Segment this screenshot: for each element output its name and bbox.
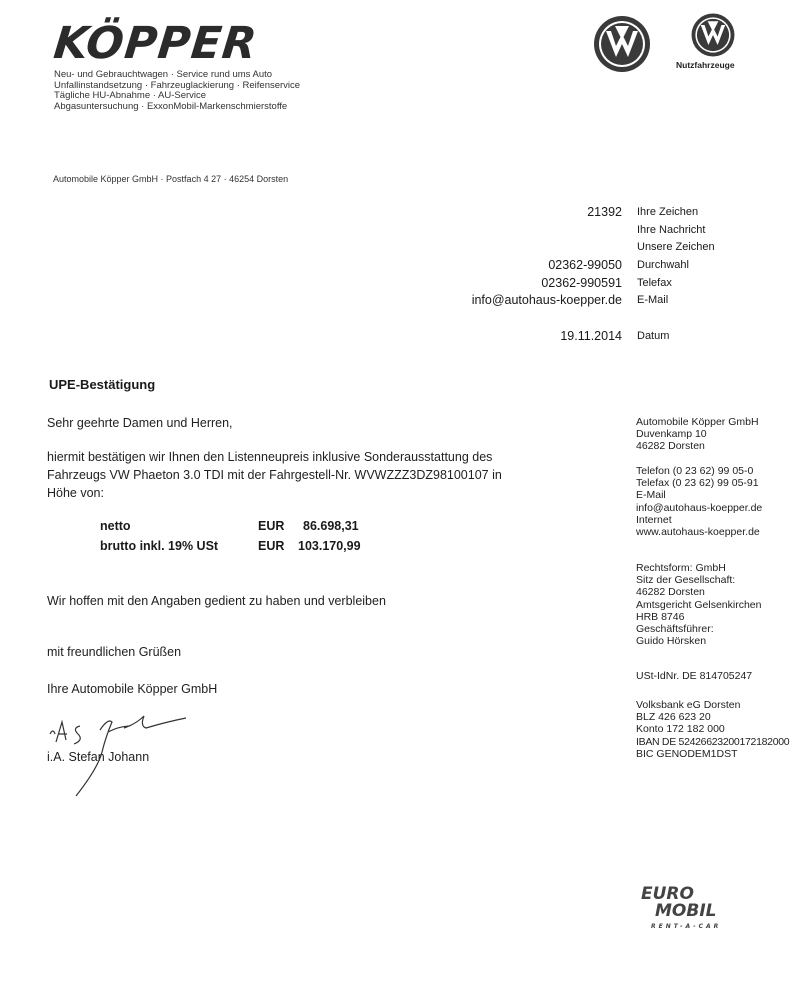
services-list — [54, 70, 300, 112]
reference-number: 21392 — [587, 205, 622, 219]
sidebar-line: E-Mail — [636, 489, 666, 502]
ref-label: Telefax — [637, 277, 672, 289]
ref-label: Datum — [637, 330, 670, 342]
amount-brutto-value: 103.170,99 — [298, 539, 361, 553]
ref-label: Unsere Zeichen — [637, 241, 715, 253]
ref-row-unsere-zeichen — [440, 240, 808, 257]
ref-label: E-Mail — [637, 294, 669, 306]
sidebar-line: 46282 Dorsten — [636, 586, 705, 599]
sidebar-line: Telefax (0 23 62) 99 05-91 — [636, 477, 759, 490]
service-line: Tägliche HU-Abnahme · AU-Service — [54, 90, 207, 101]
euromobil-logo — [641, 886, 721, 930]
sidebar-line: Automobile Köpper GmbH — [636, 416, 759, 428]
euromobil-line1: EURO — [641, 884, 694, 904]
body-line: Fahrzeugs VW Phaeton 3.0 TDI mit der Fahrgestell-Nr. WVWZZZ3DZ98100107 in — [47, 468, 502, 482]
sidebar-line: 46282 Dorsten — [636, 440, 705, 453]
sidebar-line: Guido Hörsken — [636, 635, 707, 648]
amount-netto-value: 86.698,31 — [303, 519, 359, 533]
vw-commercial-logo-icon — [690, 12, 736, 58]
amount-netto-label: netto — [100, 519, 131, 533]
vw-logo-icon — [592, 14, 652, 74]
body-line: Höhe von: — [47, 486, 104, 500]
sidebar-line: Geschäftsführer: — [636, 623, 714, 636]
service-line: Neu- und Gebrauchtwagen · Service rund ums Auto — [54, 69, 273, 80]
telefax-value: 02362-990591 — [541, 276, 622, 290]
sidebar-contact — [636, 465, 762, 538]
letter-subject: UPE-Bestätigung — [49, 377, 156, 392]
sidebar-legal — [636, 562, 761, 647]
service-line: Abgasuntersuchung · ExxonMobil-Markenschmierstoffe — [54, 100, 288, 112]
sidebar-line: info@autohaus-koepper.de — [636, 501, 763, 514]
sidebar-line: www.autohaus-koepper.de — [636, 526, 760, 539]
ref-row-ihre-zeichen — [440, 205, 808, 222]
nutzfahrzeuge-label: Nutzfahrzeuge — [676, 60, 735, 70]
ref-label: Ihre Nachricht — [637, 224, 706, 236]
sidebar-vat: USt-IdNr. DE 814705247 — [636, 670, 753, 682]
sidebar-line: BLZ 426 623 20 — [636, 711, 711, 724]
ref-row-email — [440, 293, 808, 310]
euromobil-line2: MOBIL — [655, 901, 717, 921]
company-sign-off: Ihre Automobile Köpper GmbH — [47, 682, 218, 696]
euromobil-line3: RENT-A-CAR — [651, 923, 722, 930]
closing-line: Wir hoffen mit den Angaben gedient zu haben und verbleiben — [47, 594, 386, 608]
ref-label: Ihre Zeichen — [637, 206, 699, 218]
greeting: mit freundlichen Grüßen — [47, 645, 182, 659]
ref-row-datum — [440, 329, 808, 346]
sidebar-bank — [636, 699, 789, 760]
sidebar-line: Duvenkamp 10 — [636, 428, 707, 441]
sidebar-line: Konto 172 182 000 — [636, 723, 725, 736]
email-value: info@autohaus-koepper.de — [471, 293, 622, 307]
sidebar-line: Amtsgericht Gelsenkirchen — [636, 598, 762, 611]
ref-row-durchwahl — [440, 258, 808, 275]
service-line: Unfallinstandsetzung · Fahrzeuglackierung · Reifenservice — [54, 79, 301, 91]
company-logo: KÖPPER — [51, 18, 260, 69]
body-line: hiermit bestätigen wir Ihnen den Listenneupreis inklusive Sonderausstattung des — [47, 450, 493, 464]
ref-row-ihre-nachricht — [440, 223, 808, 240]
sidebar-line: Internet — [636, 513, 672, 526]
sidebar-line: Volksbank eG Dorsten — [636, 699, 741, 711]
sidebar-line: Telefon (0 23 62) 99 05-0 — [636, 465, 754, 477]
sidebar-line: IBAN DE 52426623200172182000 — [636, 735, 790, 748]
salutation: Sehr geehrte Damen und Herren, — [47, 416, 233, 430]
amount-brutto-label: brutto inkl. 19% USt — [100, 539, 219, 553]
durchwahl-value: 02362-99050 — [548, 258, 622, 272]
ref-label: Durchwahl — [637, 259, 689, 271]
return-address: Automobile Köpper GmbH · Postfach 4 27 · 46254 Dorsten — [53, 174, 289, 184]
amount-netto-currency: EUR — [258, 519, 285, 533]
sidebar-line: Rechtsform: GmbH — [636, 562, 726, 574]
amount-brutto-currency: EUR — [258, 539, 285, 553]
sidebar-line: HRB 8746 — [636, 610, 685, 623]
sidebar-line: Sitz der Gesellschaft: — [636, 574, 736, 587]
ref-row-telefax — [440, 276, 808, 293]
sidebar-address — [636, 416, 759, 453]
letter-body — [47, 448, 502, 502]
date-value: 19.11.2014 — [560, 329, 622, 343]
sidebar-line: BIC GENODEM1DST — [636, 747, 738, 760]
signatory: i.A. Stefan Johann — [47, 750, 150, 764]
